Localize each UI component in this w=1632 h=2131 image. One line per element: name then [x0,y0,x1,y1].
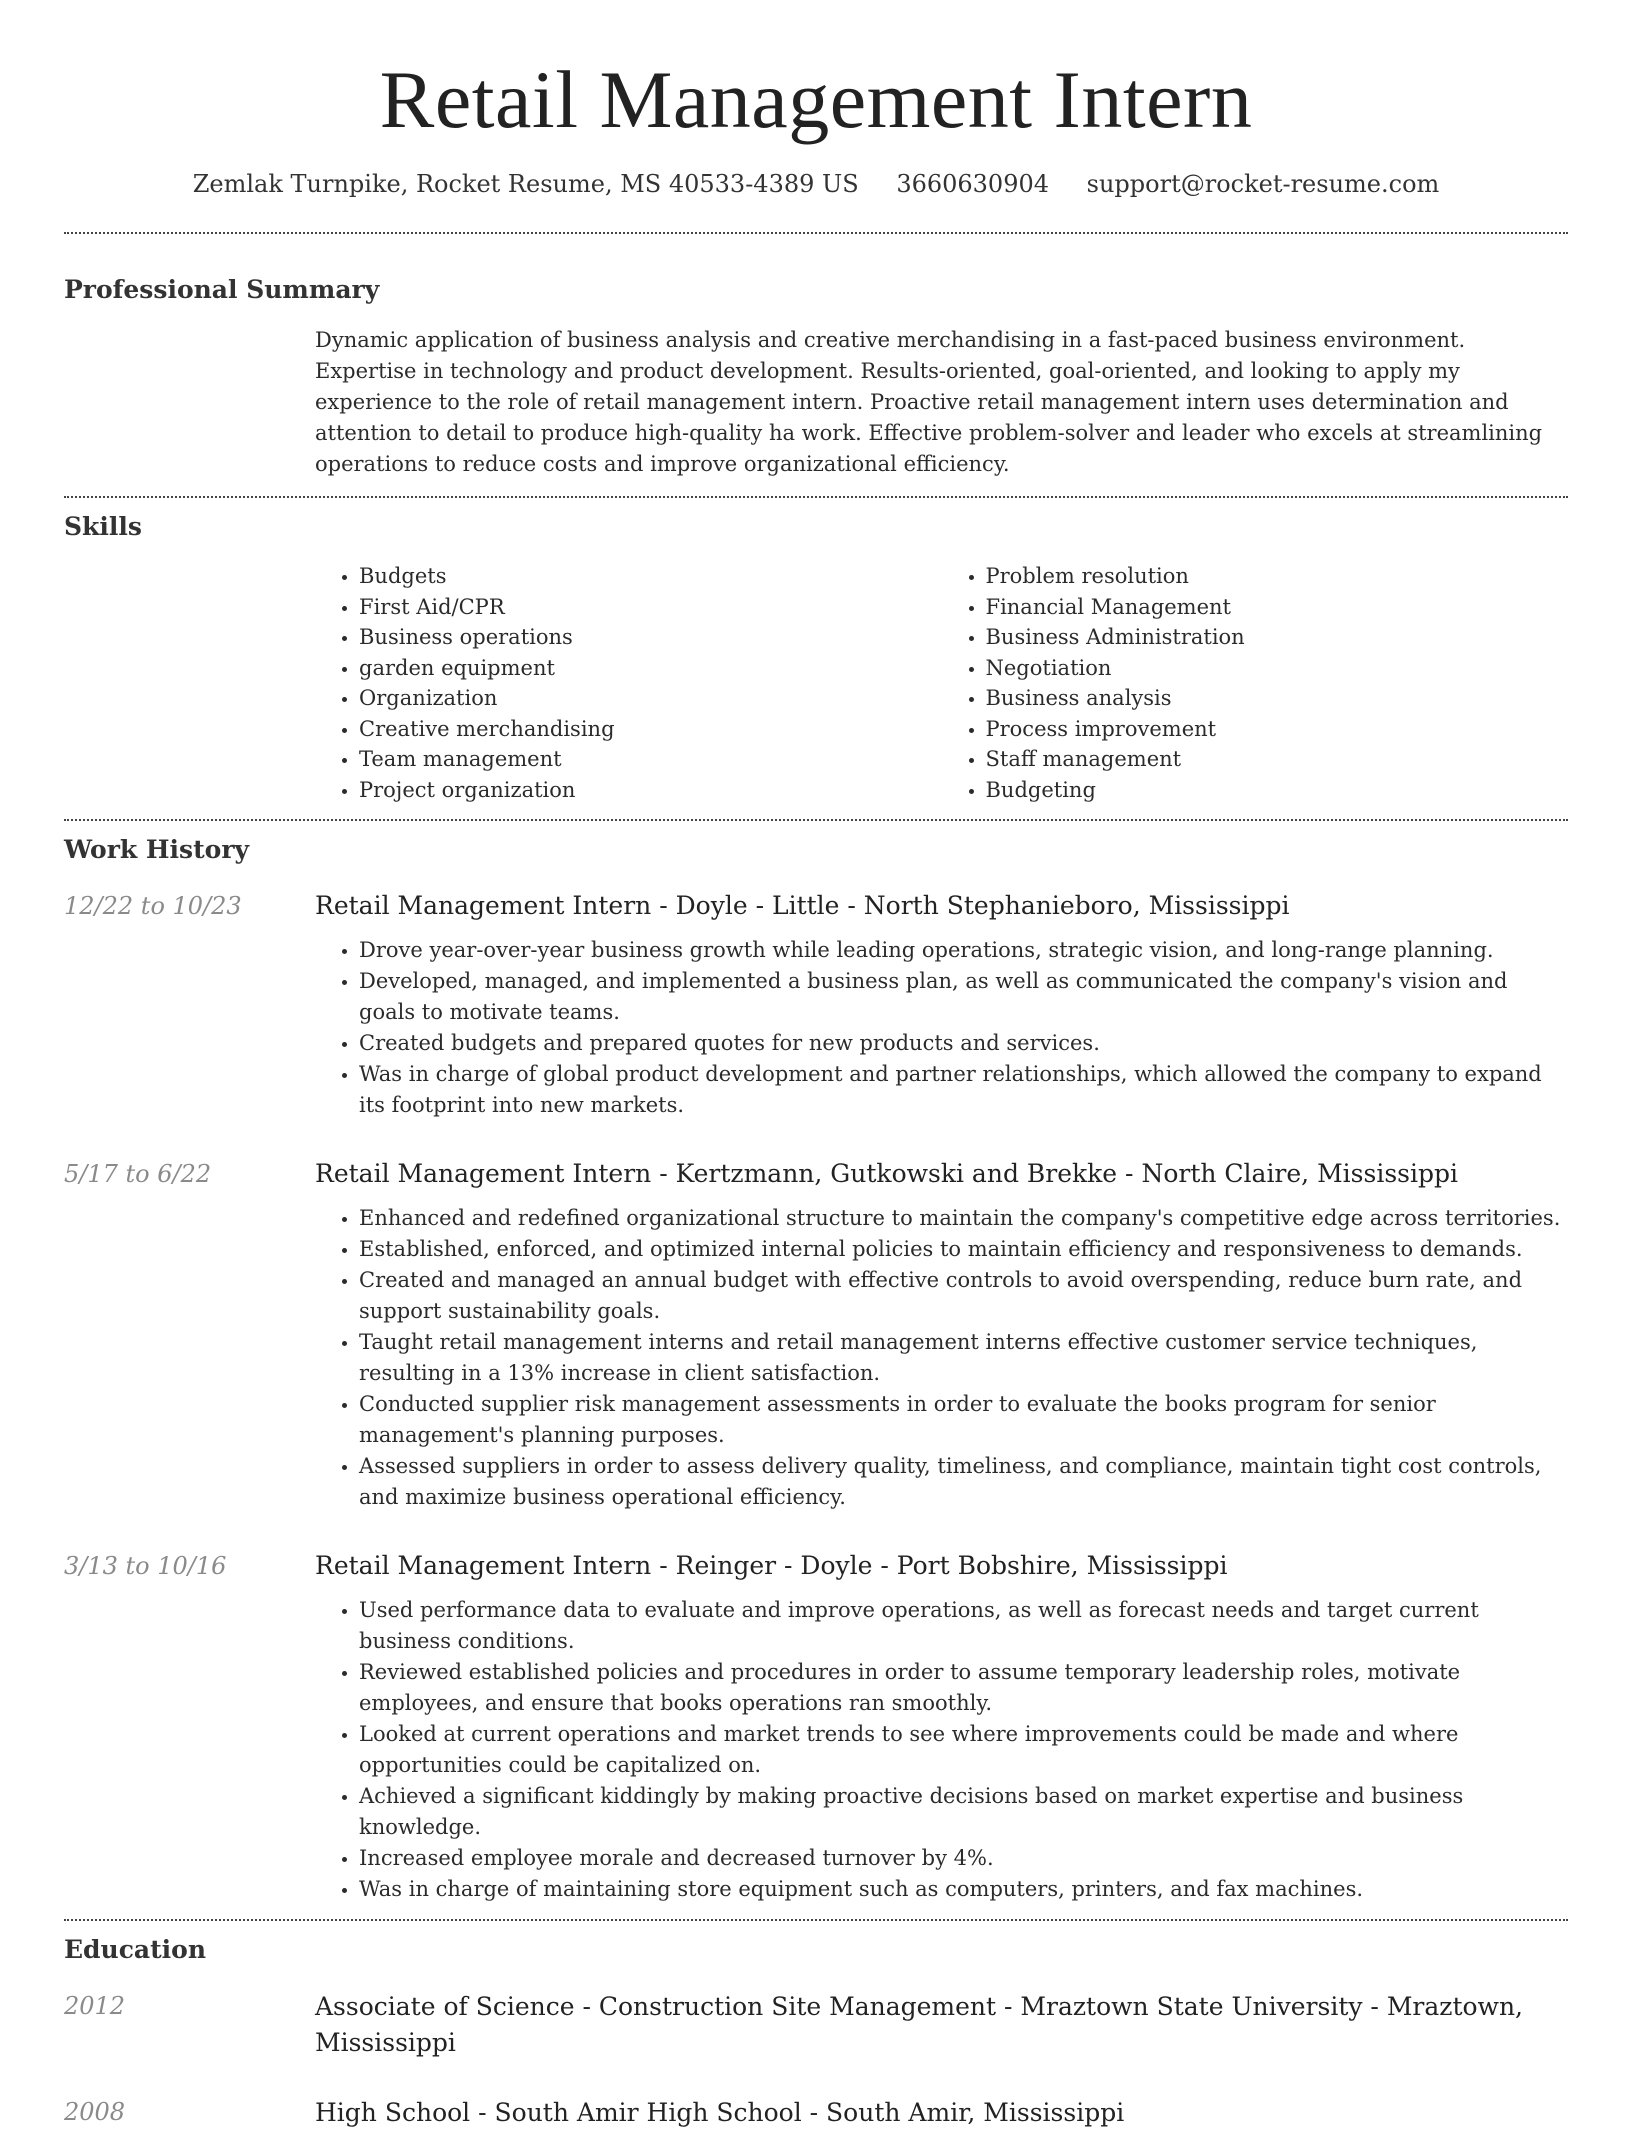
job-entry [64,1157,1568,1513]
skill-item: • Creative merchandising [359,714,942,745]
job-bullet: • Was in charge of maintaining store equipment such as computers, printers, and fax machines. [359,1874,1568,1905]
education-heading: High School - South Amir High School - South Amir, Mississippi [315,2098,1125,2127]
education-entry [64,2095,1568,2131]
phone: 3660630904 [896,170,1050,198]
job-bullet: • Taught retail management interns and retail management interns effective customer service techniques, resulting in a 13% increase in client satisfaction. [359,1327,1568,1389]
education-details [315,2095,1568,2131]
skill-item: • First Aid/CPR [359,592,942,623]
skill-item: • garden equipment [359,653,942,684]
job-bullet: • Reviewed established policies and procedures in order to assume temporary leadership roles, motivate employees, and ensure that books operations ran smoothly. [359,1657,1568,1719]
skills-title: Skills [64,512,142,541]
work-history-list [64,889,1568,1905]
job-heading: Retail Management Intern - Doyle - Little - North Stephanieboro, Mississippi [315,891,1290,920]
job-date: 5/17 to 6/22 [64,1160,212,1188]
skill-item: • Process improvement [986,714,1569,745]
summary-text: Dynamic application of business analysis and creative merchandising in a fast-paced business environment. Expertise in technology and product development. Results-oriented, goal-oriented, and looking to apply my experience to the role of retail management intern. Proactive retail management intern uses determination and attention to detail to produce high-quality ha work. Effective problem-solver and leader who excels at streamlining operations to reduce costs and improve organizational efficiency. [315,328,1543,476]
contact-line [64,168,1568,200]
skill-item: • Business Administration [986,622,1569,653]
education-entry [64,1989,1568,2061]
job-entry [64,889,1568,1121]
address: Zemlak Turnpike, Rocket Resume, MS 40533-4389 US [192,170,859,198]
divider [64,232,1568,234]
education-heading: Associate of Science - Construction Site Management - Mraztown State University - Mraztown, Mississippi [315,1992,1523,2057]
skill-item: • Financial Management [986,592,1569,623]
job-bullet: • Looked at current operations and market trends to see where improvements could be made and where opportunities could be capitalized on. [359,1719,1568,1781]
resume-page [64,0,1568,2131]
education-title: Education [64,1935,207,1964]
email: support@rocket-resume.com [1086,170,1440,198]
job-bullet: • Used performance data to evaluate and improve operations, as well as forecast needs and target current business conditions. [359,1595,1568,1657]
work-history-title: Work History [64,835,250,864]
job-bullets [315,1595,1568,1905]
job-bullet: • Created and managed an annual budget with effective controls to avoid overspending, reduce burn rate, and support sustainability goals. [359,1265,1568,1327]
job-bullet: • Created budgets and prepared quotes for new products and services. [359,1028,1568,1059]
job-bullet: • Established, enforced, and optimized internal policies to maintain efficiency and responsiveness to demands. [359,1234,1568,1265]
skill-item: • Staff management [986,744,1569,775]
job-bullet: • Developed, managed, and implemented a business plan, as well as communicated the company's vision and goals to motivate teams. [359,966,1568,1028]
job-bullet: • Conducted supplier risk management assessments in order to evaluate the books program for senior management's planning purposes. [359,1389,1568,1451]
job-bullets [315,935,1568,1121]
skill-item: • Business operations [359,622,942,653]
job-date: 3/13 to 10/16 [64,1552,227,1580]
divider [64,496,1568,498]
job-bullet: • Enhanced and redefined organizational structure to maintain the company's competitive edge across territories. [359,1203,1568,1234]
skill-item: • Budgets [359,561,942,592]
job-bullet: • Achieved a significant kiddingly by making proactive decisions based on market expertise and business knowledge. [359,1781,1568,1843]
job-bullet: • Drove year-over-year business growth while leading operations, strategic vision, and long-range planning. [359,935,1568,966]
skill-item: • Budgeting [986,775,1569,806]
education-date: 2008 [64,2098,126,2126]
job-bullets [315,1203,1568,1513]
job-bullet: • Increased employee morale and decreased turnover by 4%. [359,1843,1568,1874]
skill-item: • Project organization [359,775,942,806]
skill-item: • Problem resolution [986,561,1569,592]
job-bullet: • Assessed suppliers in order to assess delivery quality, timeliness, and compliance, maintain tight cost controls, and maximize business operational efficiency. [359,1451,1568,1513]
divider [64,1919,1568,1921]
divider [64,819,1568,821]
job-heading: Retail Management Intern - Reinger - Doyle - Port Bobshire, Mississippi [315,1551,1228,1580]
skill-item: • Organization [359,683,942,714]
skills-column-left [315,561,942,805]
education-details [315,1989,1568,2061]
skill-item: • Team management [359,744,942,775]
job-details [315,1157,1568,1513]
skills-list [315,561,1568,819]
education-date: 2012 [64,1992,126,2020]
job-date: 12/22 to 10/23 [64,892,242,920]
skills-column-right [942,561,1569,805]
job-heading: Retail Management Intern - Kertzmann, Gutkowski and Brekke - North Claire, Mississippi [315,1159,1458,1188]
summary-title: Professional Summary [64,275,380,304]
job-details [315,889,1568,1121]
candidate-name: Retail Management Intern [379,54,1253,145]
skill-item: • Business analysis [986,683,1569,714]
job-entry [64,1549,1568,1905]
job-details [315,1549,1568,1905]
skill-item: • Negotiation [986,653,1569,684]
job-bullet: • Was in charge of global product development and partner relationships, which allowed the company to expand its footprint into new markets. [359,1059,1568,1121]
